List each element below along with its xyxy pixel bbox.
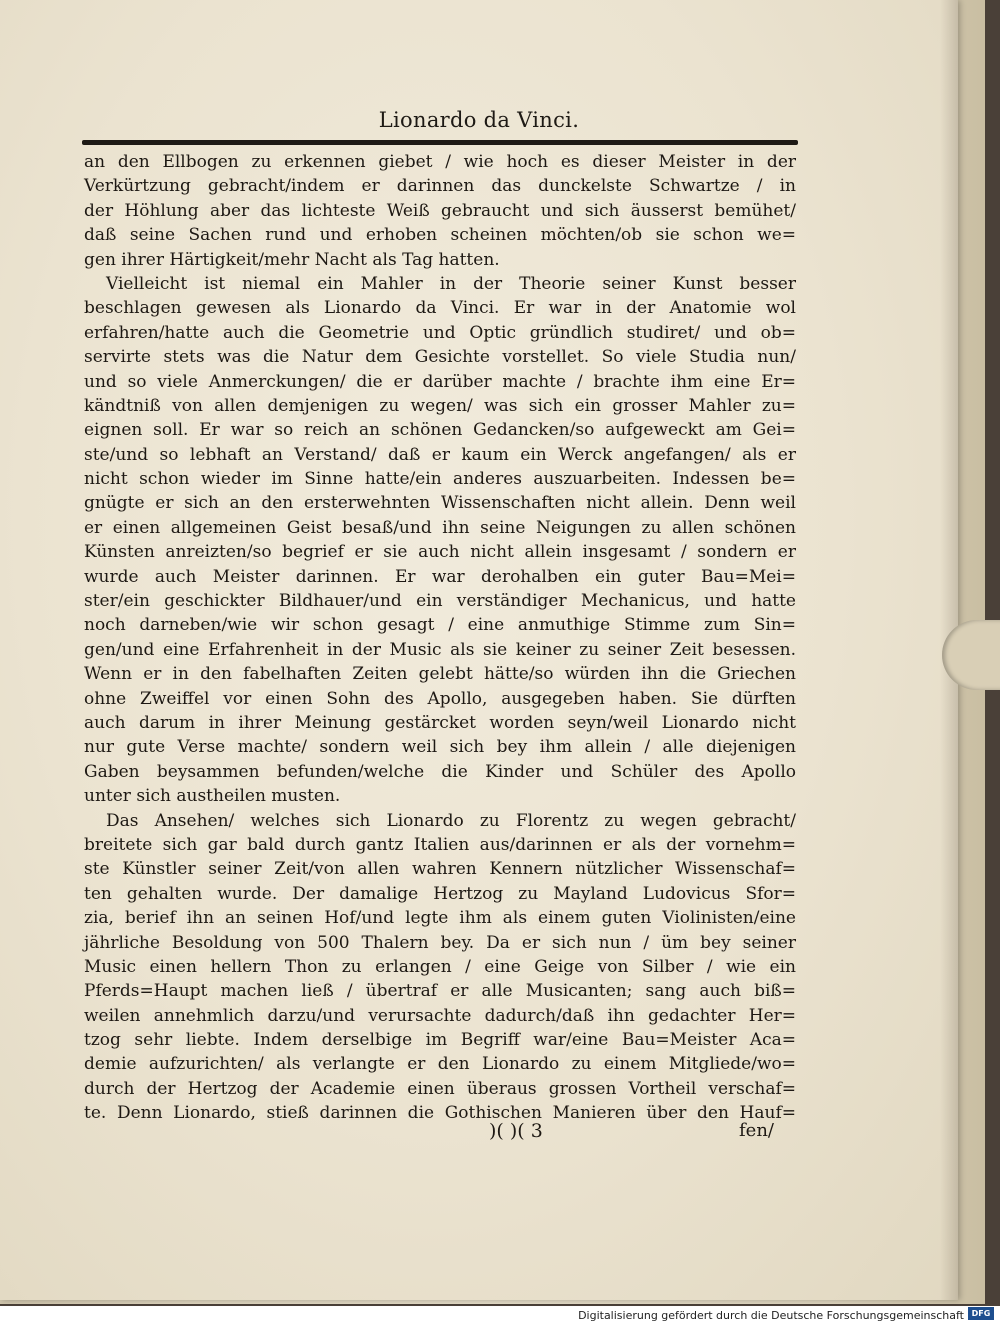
digitization-credit: Digitalisierung gefördert durch die Deutsche Forschungsgemeinschaft (578, 1309, 964, 1322)
text-line: eignen soll. Er war so reich an schönen Gedancken/so aufgeweckt am Gei= (84, 420, 796, 441)
text-line: te. Denn Lionardo, stieß darinnen die Gothischen Manieren über den Hauf= (84, 1103, 796, 1124)
text-line: erfahren/hatte auch die Geometrie und Optic gründlich studiret/ und ob= (84, 322, 796, 343)
text-line: kändtniß von allen demjenigen zu wegen/ was sich ein grosser Mahler zu= (84, 395, 796, 416)
text-line: gen ihrer Härtigkeit/mehr Nacht als Tag hatten. (84, 249, 500, 270)
text-line: Gaben beysammen befunden/welche die Kinder und Schüler des Apollo (84, 761, 796, 782)
running-head: Lionardo da Vinci. (378, 108, 580, 132)
text-line: nicht schon wieder im Sinne hatte/ein anderes auszuarbeiten. Indessen be= (84, 469, 796, 490)
text-line: servirte stets was die Natur dem Gesichte vorstellet. So viele Studia nun/ (84, 347, 796, 368)
text-line: auch darum in ihrer Meinung gestärcket worden seyn/weil Lionardo nicht (84, 712, 796, 733)
text-line: ste/und so lebhaft an Verstand/ daß er kaum ein Werck angefangen/ als er (84, 444, 796, 465)
body-text (84, 150, 796, 1126)
text-line: daß seine Sachen rund und erhoben scheinen möchten/ob sie schon we= (84, 225, 796, 246)
text-line: unter sich austheilen musten. (84, 786, 341, 807)
text-line: breitete sich gar bald durch gantz Italien aus/darinnen er als der vornehm= (84, 834, 796, 855)
signature-mark: )( )( 3 (489, 1120, 543, 1142)
signature-row (84, 1120, 796, 1146)
text-line: zia, berief ihn an seinen Hof/und legte ihm als einem guten Violinisten/eine (84, 908, 796, 929)
text-line: tzog sehr liebte. Indem derselbige im Begriff war/eine Bau=Meister Aca= (84, 1030, 796, 1051)
text-line: nur gute Verse machte/ sondern weil sich bey ihm allein / alle diejenigen (84, 737, 796, 758)
text-line: demie aufzurichten/ als verlangte er den Lionardo zu einem Mitgliede/wo= (84, 1054, 796, 1075)
text-line: durch der Hertzog der Academie einen überaus grossen Vortheil verschaf= (84, 1078, 796, 1099)
dfg-logo-icon: DFG (968, 1307, 994, 1320)
text-line: Music einen hellern Thon zu erlangen / eine Geige von Silber / wie ein (84, 956, 796, 977)
text-line: weilen annehmlich darzu/und verursachte dadurch/daß ihn gedachter Her= (84, 1005, 796, 1026)
text-line: Verkürtzung gebracht/indem er darinnen das dunckelste Schwartze / in (84, 176, 796, 197)
text-line: Das Ansehen/ welches sich Lionardo zu Florentz zu wegen gebracht/ (106, 810, 796, 831)
text-line: Vielleicht ist niemal ein Mahler in der Theorie seiner Kunst besser (106, 273, 796, 294)
text-line: Pferds=Haupt machen ließ / übertraf er alle Musicanten; sang auch biß= (84, 981, 796, 1002)
text-line: an den Ellbogen zu erkennen giebet / wie hoch es dieser Meister in der (84, 152, 796, 172)
text-line: der Höhlung aber das lichteste Weiß gebraucht und sich äusserst bemühet/ (84, 200, 796, 221)
text-line: ster/ein geschickter Bildhauer/und ein verständiger Mechanicus, und hatte (84, 591, 796, 612)
text-line: jährliche Besoldung von 500 Thalern bey. Da er sich nun / üm bey seiner (84, 932, 796, 953)
catchword: fen/ (739, 1120, 774, 1141)
text-line: Wenn er in den fabelhaften Zeiten gelebt hätte/so würden ihn die Griechen (84, 664, 796, 685)
text-line: gen/und eine Erfahrenheit in der Music als sie keiner zu seiner Zeit besessen. (84, 639, 796, 660)
text-line: beschlagen gewesen als Lionardo da Vinci. Er war in der Anatomie wol (84, 298, 796, 319)
text-line: gnügte er sich an den ersterwehnten Wissenschaften nicht allein. Denn weil (84, 493, 796, 514)
text-line: noch darneben/wie wir schon gesagt / eine anmuthige Stimme zum Sin= (84, 615, 796, 636)
text-line: Künsten anreizten/so begrief er sie auch nicht allein insgesamt / sondern er (84, 542, 796, 563)
text-line: ten gehalten wurde. Der damalige Hertzog zu Mayland Ludovicus Sfor= (84, 883, 796, 904)
text-line: wurde auch Meister darinnen. Er war derohalben ein guter Bau=Mei= (84, 566, 796, 587)
text-line: und so viele Anmerckungen/ die er darüber machte / brachte ihm eine Er= (84, 371, 796, 392)
text-line: er einen allgemeinen Geist besaß/und ihn seine Neigungen zu allen schönen (84, 517, 796, 538)
text-line: ste Künstler seiner Zeit/von allen wahren Kennern nützlicher Wissenschaf= (84, 859, 796, 880)
header-rule (82, 140, 798, 145)
text-line: ohne Zweiffel vor einen Sohn des Apollo, ausgegeben haben. Sie dürften (84, 688, 796, 709)
